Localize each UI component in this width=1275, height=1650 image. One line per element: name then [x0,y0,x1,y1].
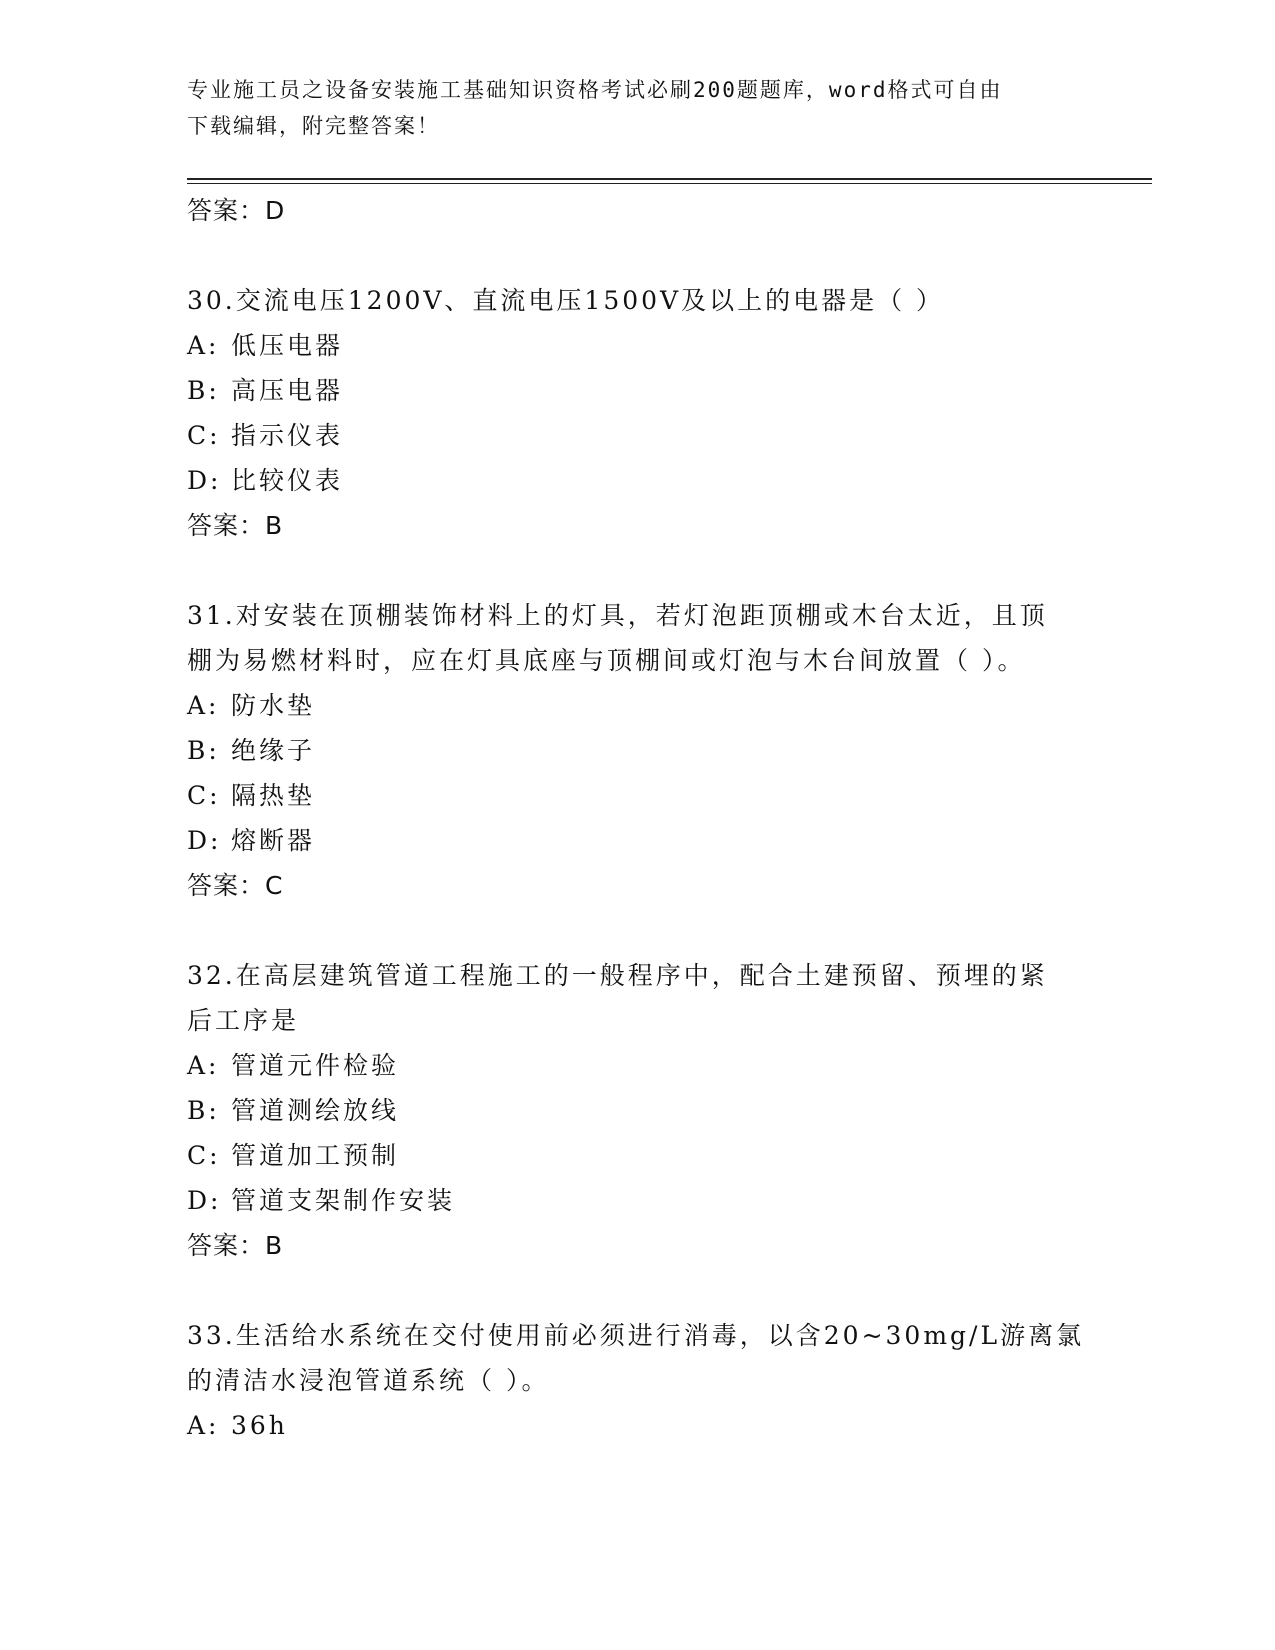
option-d [187,818,1087,863]
option-text: 比较仪表 [231,466,344,495]
option-letter: D: [187,466,222,495]
option-d [187,1178,1087,1223]
option-text: 管道元件检验 [231,1051,400,1080]
option-a [187,1043,1087,1088]
option-text: 绝缘子 [231,736,316,765]
document-header [187,72,1067,144]
option-a [187,683,1087,728]
option-letter: B: [187,376,220,405]
option-letter: D: [187,826,222,855]
option-c [187,773,1087,818]
option-text: 低压电器 [231,331,344,360]
option-text: 管道支架制作安装 [231,1186,456,1215]
question-block [187,1313,1087,1448]
option-letter: A: [187,1051,220,1080]
header-line-1: 专业施工员之设备安装施工基础知识资格考试必刷200题题库，word格式可自由 [187,78,1003,102]
option-letter: C: [187,1141,221,1170]
answer-line: 答案：C [187,871,284,900]
option-letter: B: [187,736,220,765]
question-stem: 31.对安装在顶棚装饰材料上的灯具，若灯泡距顶棚或木台太近，且顶 [187,601,1048,630]
option-text: 36h [231,1411,288,1440]
spacer [187,1268,1087,1313]
option-text: 管道测绘放线 [231,1096,400,1125]
spacer [187,908,1087,953]
answer-line: 答案：B [187,1231,284,1260]
question-stem-continued: 棚为易燃材料时，应在灯具底座与顶棚间或灯泡与木台间放置（ ）。 [187,646,1026,675]
option-a [187,323,1087,368]
question-block [187,593,1087,908]
question-stem-continued: 后工序是 [187,1006,300,1035]
option-a [187,1403,1087,1448]
option-text: 熔断器 [231,826,316,855]
option-letter: C: [187,781,221,810]
option-c [187,413,1087,458]
header-line-2: 下载编辑，附完整答案！ [187,114,440,138]
option-text: 高压电器 [231,376,344,405]
question-stem: 32.在高层建筑管道工程施工的一般程序中，配合土建预留、预埋的紧 [187,961,1048,990]
question-block [187,278,1087,548]
header-divider-thin [187,183,1152,184]
option-text: 隔热垫 [231,781,316,810]
answer-line: 答案：B [187,511,284,540]
document-body [187,188,1087,1448]
option-c [187,1133,1087,1178]
option-letter: A: [187,331,220,360]
question-stem: 33.生活给水系统在交付使用前必须进行消毒，以含20~30mg/L游离氯 [187,1321,1085,1350]
spacer [187,233,1087,278]
option-letter: B: [187,1096,220,1125]
spacer [187,548,1087,593]
option-letter: C: [187,421,221,450]
answer-line: 答案：D [187,196,286,225]
header-divider-thick [187,178,1152,180]
option-text: 指示仪表 [231,421,344,450]
option-text: 防水垫 [231,691,316,720]
question-stem: 30.交流电压1200V、直流电压1500V及以上的电器是（ ） [187,286,945,315]
question-stem-continued: 的清洁水浸泡管道系统（ ）。 [187,1366,550,1395]
option-d [187,458,1087,503]
option-b [187,368,1087,413]
option-letter: D: [187,1186,222,1215]
option-b [187,1088,1087,1133]
option-text: 管道加工预制 [231,1141,400,1170]
option-b [187,728,1087,773]
question-block [187,953,1087,1268]
option-letter: A: [187,1411,220,1440]
option-letter: A: [187,691,220,720]
